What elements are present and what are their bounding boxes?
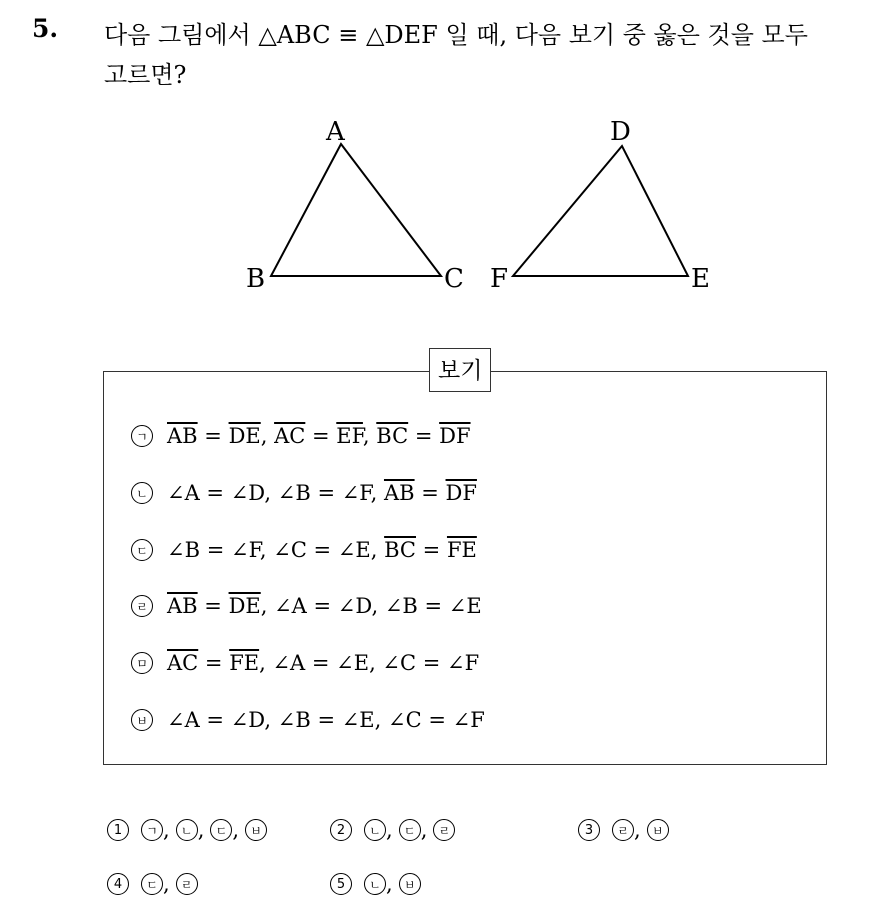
bogi-mark-5: ㅁ [131,652,153,674]
choice-option-mark: ㄴ [364,819,386,841]
bogi-mark-1: ㄱ [131,425,153,447]
segment-fe: $\overline{FE}$ [446,538,477,562]
choice-option-mark: ㅂ [399,873,421,895]
choice-option-mark: ㄷ [210,819,232,841]
question-line-2: 고르면? [104,61,187,89]
choice-option [364,818,399,842]
bogi-mark-4: ㄹ [131,595,153,617]
segment-bc: $\overline{BC}$ [376,424,409,448]
choice-option-mark: ㄹ [433,819,455,841]
choice-1[interactable] [107,818,267,842]
segment-ef: $\overline{EF}$ [336,424,363,448]
triangle-def [513,146,688,276]
choice-separator: , [386,872,393,896]
bogi-expr-1: $\overline{AB} = \overline{DE}$, $\overline{AC} = \overline{EF}$, $\overline{BC} = \overline{DF}$ [167,424,471,448]
choice-number: 4 [107,873,129,895]
choice-option [647,819,669,841]
segment-ac: $\overline{AC}$ [274,424,306,448]
bogi-title: 보기 [429,348,491,392]
bogi-item-6 [131,708,485,732]
choice-option-mark: ㄹ [176,873,198,895]
vertex-label-f: F [490,264,509,294]
choice-separator: , [163,872,170,896]
segment-ab: $\overline{AB}$ [167,424,198,448]
choice-separator: , [163,818,170,842]
choice-option-mark: ㄷ [399,819,421,841]
bogi-mark-3: ㄷ [131,539,153,561]
segment-df: $\overline{DF}$ [439,424,471,448]
bogi-expr-6: ∠A = ∠D, ∠B = ∠E, ∠C = ∠F [167,708,485,732]
bogi-item-3 [131,538,477,562]
choice-number: 1 [107,819,129,841]
choice-option-mark: ㅂ [647,819,669,841]
segment-ab: $\overline{AB}$ [383,481,415,505]
choice-option [176,818,211,842]
bogi-mark-2: ㄴ [131,482,153,504]
bogi-item-4 [131,594,482,618]
choice-option-mark: ㄴ [176,819,198,841]
choice-number: 5 [330,873,352,895]
choice-option [399,818,434,842]
triangles-figure [0,0,884,340]
vertex-label-d: D [610,117,631,147]
choice-separator: , [386,818,393,842]
choice-option [176,873,198,895]
choice-option [364,872,399,896]
segment-fe: $\overline{FE}$ [229,651,260,675]
choice-option [399,873,421,895]
segment-ab: $\overline{AB}$ [167,594,198,618]
choice-separator: , [420,818,428,842]
choice-4[interactable] [107,872,198,896]
bogi-mark-6: ㅂ [131,709,153,731]
choice-separator: , [634,818,641,842]
choice-separator: , [197,818,205,842]
segment-de: $\overline{DE}$ [228,424,261,448]
question-line-1: 다음 그림에서 △ABC ≡ △DEF 일 때, 다음 보기 중 옳은 것을 모두 [104,21,808,49]
bogi-expr-5: $\overline{AC} = \overline{FE}$, ∠A = ∠E, ∠C = ∠F [167,651,480,675]
vertex-label-e: E [691,264,710,294]
choice-option-mark: ㄹ [612,819,634,841]
choice-option-mark: ㄱ [141,819,163,841]
vertex-label-b: B [246,264,266,294]
segment-bc: $\overline{BC}$ [384,538,416,562]
segment-de: $\overline{DE}$ [228,594,261,618]
choice-option [141,818,176,842]
bogi-item-2 [131,481,477,505]
choice-option [141,872,176,896]
segment-df: $\overline{DF}$ [445,481,477,505]
choice-option [245,819,267,841]
choice-2[interactable] [330,818,455,842]
question-number: 5. [32,14,59,43]
bogi-expr-3: ∠B = ∠F, ∠C = ∠E, $\overline{BC} = \overline{FE}$ [167,538,477,562]
choice-option [210,818,245,842]
choice-option-mark: ㄴ [364,873,386,895]
choice-number: 3 [578,819,600,841]
choice-separator: , [232,818,240,842]
bogi-expr-4: $\overline{AB} = \overline{DE}$, ∠A = ∠D, ∠B = ∠E [167,594,482,618]
segment-ac: $\overline{AC}$ [167,651,199,675]
choice-option [433,819,455,841]
triangle-abc [271,144,441,276]
bogi-item-1 [131,424,471,448]
bogi-item-5 [131,651,479,675]
choice-5[interactable] [330,872,421,896]
bogi-expr-2: ∠A = ∠D, ∠B = ∠F, $\overline{AB} = \overline{DF}$ [167,481,477,505]
choice-number: 2 [330,819,352,841]
choice-option-mark: ㄷ [141,873,163,895]
choice-3[interactable] [578,818,669,842]
choice-option-mark: ㅂ [245,819,267,841]
vertex-label-c: C [444,264,464,294]
choice-option [612,818,647,842]
vertex-label-a: A [326,117,345,147]
